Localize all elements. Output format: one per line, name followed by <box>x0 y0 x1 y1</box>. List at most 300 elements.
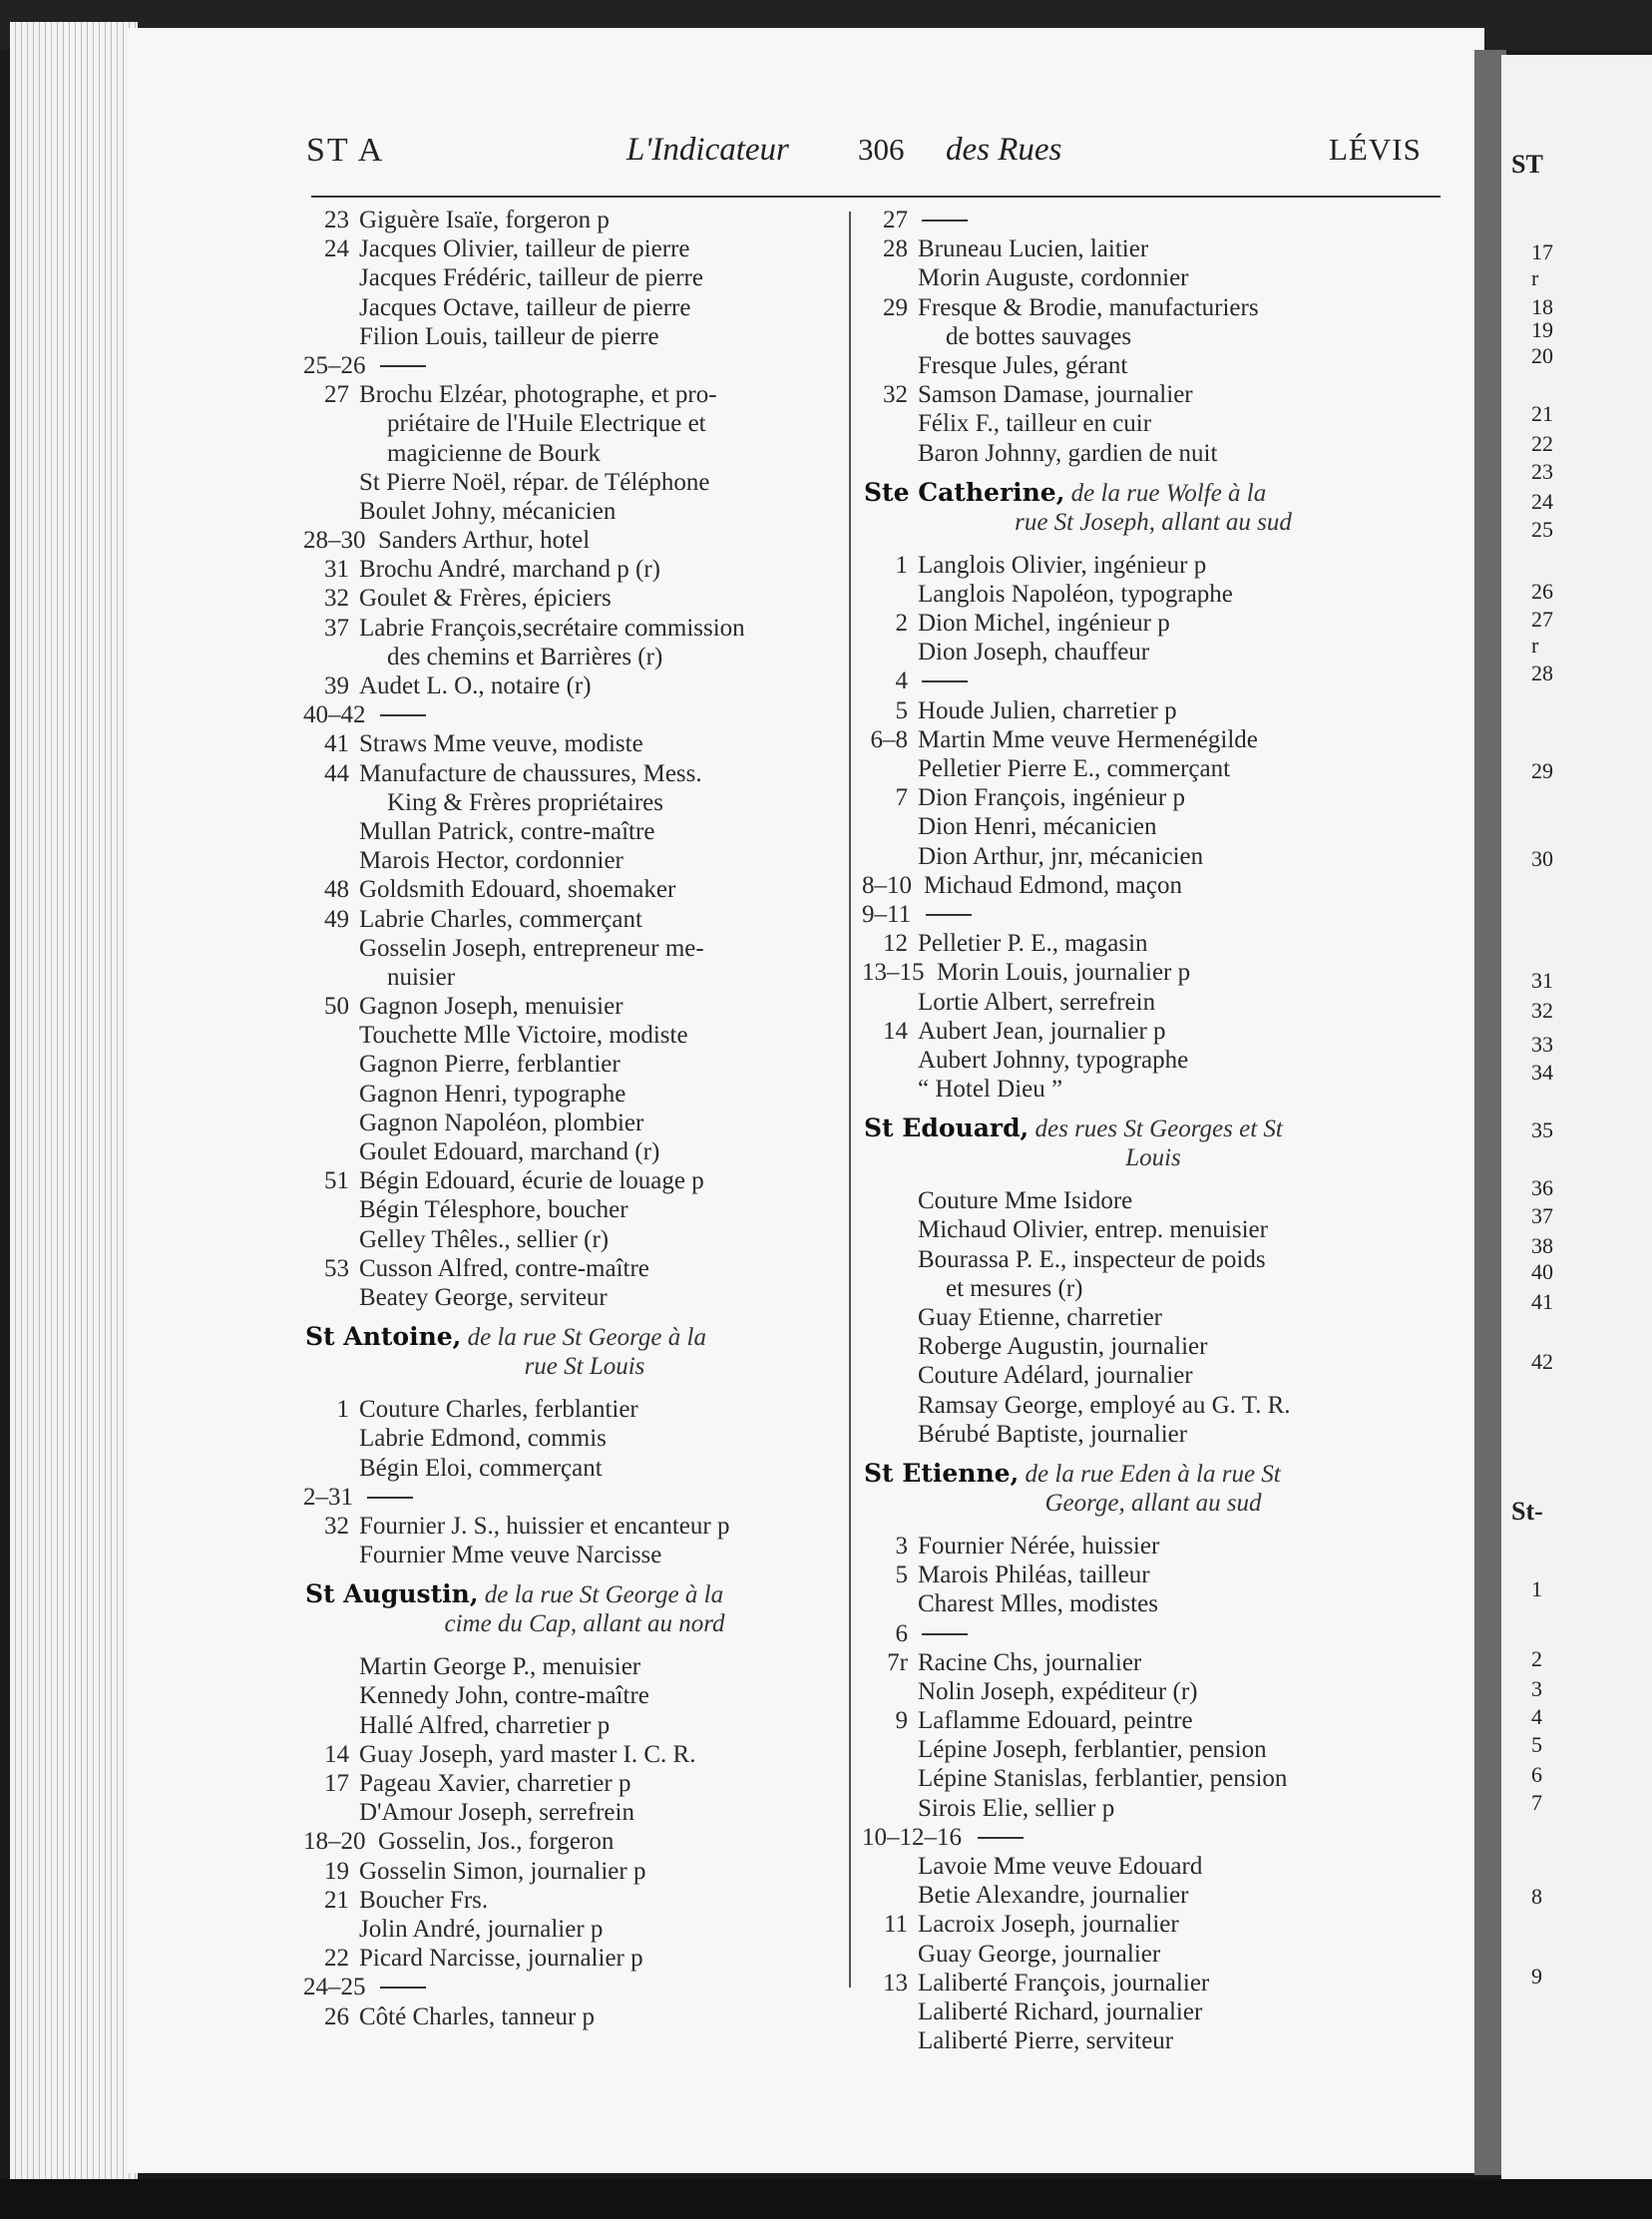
resident-entry: Jacques Octave, tailleur de pierre <box>359 293 691 321</box>
vacant-dash <box>978 1837 1024 1839</box>
directory-entry <box>305 1395 864 1424</box>
directory-entry <box>864 263 1443 292</box>
resident-entry: Langlois Napoléon, typographe <box>918 580 1233 608</box>
resident-entry: Langlois Olivier, ingénieur p <box>918 551 1207 579</box>
resident-entry: Laliberté Richard, journalier <box>918 1997 1203 2025</box>
directory-entry <box>305 380 864 409</box>
facing-page-text: 31 <box>1531 968 1553 993</box>
directory-entry <box>864 696 1443 725</box>
directory-entry <box>305 1886 864 1915</box>
facing-page-text: 9 <box>1531 1964 1542 1989</box>
directory-entry <box>864 1823 1443 1852</box>
directory-entry <box>864 812 1443 841</box>
left-column <box>305 206 864 2031</box>
resident-entry: Charest Mlles, modistes <box>918 1590 1158 1618</box>
directory-entry <box>305 1050 864 1079</box>
directory-entry <box>305 963 864 992</box>
resident-entry: Gosselin, Jos., forgeron <box>378 1828 615 1856</box>
resident-entry: Nolin Joseph, expéditeur (r) <box>918 1677 1198 1705</box>
street-description: de la rue St George à la <box>478 1581 724 1609</box>
street-name: St Edouard, <box>864 1113 1030 1143</box>
house-number: 41 <box>324 730 349 758</box>
directory-entry <box>305 1195 864 1224</box>
directory-entry <box>305 497 864 526</box>
resident-entry: Beatey George, serviteur <box>359 1283 608 1311</box>
resident-entry: Straws Mme veuve, modiste <box>359 730 643 758</box>
resident-entry: Dion Michel, ingénieur p <box>918 610 1170 638</box>
house-number: 31 <box>324 556 349 584</box>
vacant-dash <box>367 1497 413 1499</box>
facing-page-text: 2 <box>1531 1646 1542 1671</box>
resident-entry: et mesures (r) <box>946 1274 1083 1302</box>
directory-entry <box>864 958 1443 987</box>
directory-entry <box>305 1915 864 1944</box>
facing-page-text: 19 <box>1531 317 1553 342</box>
house-number: 32 <box>324 1512 349 1540</box>
house-number: 27 <box>324 381 349 409</box>
directory-entry <box>864 1619 1443 1648</box>
resident-entry: Fresque & Brodie, manufacturiers <box>918 293 1259 321</box>
resident-entry: magicienne de Bourk <box>387 439 601 467</box>
resident-entry: Laliberté Pierre, serviteur <box>918 2027 1174 2055</box>
directory-entry <box>864 1997 1443 2026</box>
directory-entry <box>864 1274 1443 1303</box>
directory-entry <box>305 934 864 963</box>
directory-entry <box>305 1021 864 1050</box>
resident-entry: Labrie Charles, commerçant <box>359 905 642 933</box>
resident-entry: Samson Damase, journalier <box>918 381 1193 409</box>
directory-entry <box>864 666 1443 695</box>
facing-page-text: 30 <box>1531 846 1553 871</box>
vacant-dash <box>380 1987 426 1989</box>
facing-page-text: 32 <box>1531 998 1553 1023</box>
facing-page-text: 20 <box>1531 343 1553 368</box>
house-number: 14 <box>324 1740 349 1768</box>
directory-entry <box>864 842 1443 871</box>
directory-entry <box>864 1303 1443 1332</box>
directory-entry <box>305 322 864 351</box>
house-number: 26 <box>324 2002 349 2030</box>
facing-page-text: r <box>1531 633 1539 658</box>
facing-page-text: ST <box>1511 150 1543 179</box>
resident-entry: Giguère Isaïe, forgeron p <box>359 207 610 233</box>
facing-page-text: 18 <box>1531 294 1553 319</box>
house-number: 49 <box>324 905 349 933</box>
directory-entry <box>305 1424 864 1453</box>
house-number: 29 <box>883 293 908 321</box>
street-name: St Augustin, <box>305 1579 479 1609</box>
book-page-edges <box>10 22 138 2182</box>
directory-entry <box>305 1711 864 1740</box>
resident-entry: Bégin Télesphore, boucher <box>359 1196 628 1224</box>
directory-entry <box>864 380 1443 409</box>
resident-entry: Gelley Thêles., sellier (r) <box>359 1225 610 1253</box>
directory-entry <box>864 2026 1443 2055</box>
house-number: 7 <box>895 784 908 812</box>
resident-entry: Côté Charles, tanneur p <box>359 2002 596 2030</box>
resident-entry: Goulet & Frères, épiciers <box>359 585 612 613</box>
resident-entry: Fresque Jules, gérant <box>918 351 1128 379</box>
resident-entry: de bottes sauvages <box>946 322 1132 350</box>
facing-page-text: 7 <box>1531 1790 1542 1815</box>
resident-entry: Cusson Alfred, contre-maître <box>359 1254 649 1282</box>
resident-entry: Guay George, journalier <box>918 1940 1161 1968</box>
directory-entry <box>305 759 864 788</box>
street-name: St Antoine, <box>305 1322 462 1352</box>
resident-entry: Manufacture de chaussures, Mess. <box>359 759 702 787</box>
street-heading <box>305 1569 864 1652</box>
resident-entry: Kennedy John, contre-maître <box>359 1682 649 1710</box>
vacant-dash <box>922 680 968 682</box>
running-head-subtitle: des Rues <box>946 132 1062 168</box>
directory-entry <box>305 439 864 468</box>
street-description: de la rue St George à la <box>461 1324 706 1352</box>
directory-entry <box>864 206 1443 234</box>
house-number: 1 <box>336 1396 349 1424</box>
running-head-title <box>626 132 789 169</box>
house-number: 17 <box>324 1770 349 1797</box>
house-number: 4 <box>895 667 908 695</box>
directory-entry <box>305 671 864 700</box>
resident-entry: Mullan Patrick, contre-maître <box>359 817 655 845</box>
house-number: 39 <box>324 672 349 699</box>
street-description: de la rue Eden à la rue St <box>1019 1460 1281 1488</box>
directory-entry <box>864 322 1443 351</box>
street-name: Ste Catherine, <box>864 477 1065 507</box>
directory-entry <box>305 992 864 1021</box>
directory-entry <box>305 1225 864 1254</box>
house-number: 24–25 <box>303 1974 366 2001</box>
directory-entry <box>305 293 864 322</box>
resident-entry: Dion Joseph, chauffeur <box>918 639 1150 666</box>
facing-page-text: 36 <box>1531 1175 1553 1200</box>
resident-entry: Lavoie Mme veuve Edouard <box>918 1853 1203 1880</box>
resident-entry: Dion François, ingénieur p <box>918 784 1186 812</box>
directory-entry <box>864 1245 1443 1274</box>
resident-entry: Bégin Edouard, écurie de louage p <box>359 1167 704 1195</box>
directory-entry <box>864 1706 1443 1735</box>
directory-entry <box>864 1764 1443 1793</box>
house-number: 23 <box>324 207 349 233</box>
house-number: 53 <box>324 1254 349 1282</box>
directory-entry <box>864 725 1443 754</box>
facing-page-text: 25 <box>1531 517 1553 542</box>
house-number: 48 <box>324 876 349 904</box>
resident-entry: Filion Louis, tailleur de pierre <box>359 322 659 350</box>
directory-entry <box>864 1735 1443 1764</box>
resident-entry: Couture Mme Isidore <box>918 1187 1133 1215</box>
resident-entry: priétaire de l'Huile Electrique et <box>387 410 706 438</box>
facing-page-text: 40 <box>1531 1259 1553 1284</box>
street-heading <box>864 1449 1443 1532</box>
directory-entry <box>864 1532 1443 1560</box>
directory-entry <box>305 555 864 584</box>
resident-entry: Couture Charles, ferblantier <box>359 1396 638 1424</box>
house-number: 5 <box>895 696 908 724</box>
right-column <box>864 206 1443 2055</box>
facing-page-text: 22 <box>1531 431 1553 456</box>
house-number: 21 <box>324 1886 349 1914</box>
directory-entry <box>864 1215 1443 1244</box>
house-number: 44 <box>324 759 349 787</box>
facing-page-text: 38 <box>1531 1233 1553 1258</box>
directory-entry <box>305 1944 864 1973</box>
resident-entry: King & Frères propriétaires <box>387 788 664 816</box>
house-number: 37 <box>324 614 349 642</box>
resident-entry: Gagnon Napoléon, plombier <box>359 1109 644 1136</box>
house-number: 22 <box>324 1945 349 1973</box>
directory-entry <box>864 638 1443 666</box>
directory-entry <box>305 788 864 817</box>
directory-entry <box>305 729 864 758</box>
directory-entry <box>305 1080 864 1109</box>
facing-page-text: 29 <box>1531 758 1553 783</box>
resident-entry: Houde Julien, charretier p <box>918 696 1177 724</box>
directory-entry <box>864 1940 1443 1969</box>
resident-entry: Marois Hector, cordonnier <box>359 847 623 875</box>
street-description: des rues St Georges et St <box>1029 1115 1283 1143</box>
house-number: 9–11 <box>862 900 912 928</box>
resident-entry: Sanders Arthur, hotel <box>378 527 591 555</box>
directory-entry <box>864 1910 1443 1939</box>
resident-entry: Guay Etienne, charretier <box>918 1304 1163 1331</box>
directory-entry <box>864 1420 1443 1449</box>
house-number: 25–26 <box>303 351 366 379</box>
directory-entry <box>864 929 1443 958</box>
house-number: 28–30 <box>303 527 366 555</box>
directory-entry <box>864 293 1443 322</box>
directory-entry <box>864 1794 1443 1823</box>
resident-entry: Lépine Stanislas, ferblantier, pension <box>918 1765 1288 1793</box>
resident-entry: D'Amour Joseph, serrefrein <box>359 1799 634 1827</box>
resident-entry: Gosselin Simon, journalier p <box>359 1857 646 1885</box>
facing-page-text: 27 <box>1531 607 1553 632</box>
facing-page-text: 21 <box>1531 401 1553 426</box>
directory-entry <box>305 1166 864 1195</box>
directory-entry <box>305 263 864 292</box>
resident-entry: des chemins et Barrières (r) <box>387 643 663 670</box>
directory-entry <box>864 409 1443 438</box>
directory-entry <box>305 1109 864 1137</box>
directory-entry <box>864 1075 1443 1104</box>
directory-entry <box>305 1454 864 1483</box>
resident-entry: Baron Johnny, gardien de nuit <box>918 439 1218 467</box>
facing-page-text: 8 <box>1531 1884 1542 1909</box>
facing-page-text: 4 <box>1531 1704 1542 1729</box>
directory-entry <box>305 1798 864 1827</box>
resident-entry: Picard Narcisse, journalier p <box>359 1945 643 1973</box>
resident-entry: Martin Mme veuve Hermenégilde <box>918 725 1258 753</box>
street-name: St Etienne, <box>864 1458 1020 1488</box>
directory-entry <box>864 439 1443 468</box>
resident-entry: Pelletier Pierre E., commerçant <box>918 755 1231 782</box>
directory-entry <box>305 526 864 555</box>
directory-entry <box>305 817 864 846</box>
directory-entry <box>864 1361 1443 1390</box>
directory-entry <box>305 584 864 613</box>
directory-entry <box>864 754 1443 783</box>
directory-entry <box>305 1541 864 1569</box>
directory-entry <box>305 1827 864 1856</box>
resident-entry: Goldsmith Edouard, shoemaker <box>359 876 676 904</box>
resident-entry: Couture Adélard, journalier <box>918 1362 1193 1390</box>
resident-entry: Labrie François,secrétaire commission <box>359 614 745 642</box>
facing-page-text: 24 <box>1531 489 1553 514</box>
house-number: 7r <box>887 1648 908 1676</box>
directory-entry <box>864 234 1443 263</box>
directory-entry <box>864 1017 1443 1046</box>
directory-entry <box>305 1137 864 1166</box>
house-number: 13 <box>883 1969 908 1997</box>
resident-entry: Betie Alexandre, journalier <box>918 1882 1189 1910</box>
house-number: 12 <box>883 930 908 958</box>
resident-entry: Sirois Elie, sellier p <box>918 1794 1115 1822</box>
resident-entry: Marois Philéas, tailleur <box>918 1561 1150 1589</box>
directory-entry <box>864 1648 1443 1677</box>
resident-entry: Goulet Edouard, marchand (r) <box>359 1138 660 1165</box>
house-number: 18–20 <box>303 1828 366 1856</box>
house-number: 6–8 <box>870 725 908 753</box>
resident-entry: Racine Chs, journalier <box>918 1648 1142 1676</box>
running-head-left: ST A <box>306 132 385 169</box>
resident-entry: Laliberté François, journalier <box>918 1969 1210 1997</box>
facing-page-text: 6 <box>1531 1762 1542 1787</box>
resident-entry: Lépine Joseph, ferblantier, pension <box>918 1736 1267 1764</box>
header-rule <box>311 196 1441 198</box>
vacant-dash <box>380 365 426 367</box>
vacant-dash <box>380 714 426 716</box>
resident-entry: Lacroix Joseph, journalier <box>918 1911 1179 1939</box>
resident-entry: Hallé Alfred, charretier p <box>359 1711 611 1739</box>
resident-entry: Touchette Mlle Victoire, modiste <box>359 1022 688 1050</box>
resident-entry: Audet L. O., notaire (r) <box>359 672 592 699</box>
house-number: 6 <box>895 1619 908 1647</box>
directory-entry <box>305 614 864 643</box>
house-number: 32 <box>324 585 349 613</box>
directory-entry <box>305 1857 864 1886</box>
house-number: 5 <box>895 1561 908 1589</box>
resident-entry: Gagnon Joseph, menuisier <box>359 993 623 1021</box>
directory-entry <box>305 700 864 729</box>
facing-page-text: r <box>1531 265 1539 290</box>
resident-entry: Gosselin Joseph, entrepreneur me- <box>359 934 704 962</box>
directory-entry <box>864 1391 1443 1420</box>
scan-background-bottom <box>0 2179 1652 2219</box>
directory-entry <box>305 2002 864 2031</box>
street-description-line-2: cime du Cap, allant au nord <box>444 1610 725 1638</box>
resident-entry: Brochu Elzéar, photographe, et pro- <box>359 381 717 409</box>
street-heading <box>864 1104 1443 1186</box>
resident-entry: Aubert Jean, journalier p <box>918 1017 1166 1045</box>
resident-entry: Dion Arthur, jnr, mécanicien <box>918 842 1204 870</box>
resident-entry: Pageau Xavier, charretier p <box>359 1770 631 1797</box>
house-number: 51 <box>324 1167 349 1195</box>
resident-entry: Fournier J. S., huissier et encanteur p <box>359 1512 730 1540</box>
street-description-line-2: Louis <box>1125 1144 1181 1172</box>
directory-entry <box>864 783 1443 812</box>
house-number: 32 <box>883 381 908 409</box>
directory-entry <box>305 1769 864 1798</box>
resident-entry: Boulet Johny, mécanicien <box>359 497 617 525</box>
house-number: 1 <box>895 551 908 579</box>
publication-title: L'Indicateur <box>626 132 789 168</box>
directory-entry <box>305 468 864 497</box>
vacant-dash <box>922 1633 968 1635</box>
running-head-right: LÉVIS <box>1329 132 1422 167</box>
resident-entry: Félix F., tailleur en cuir <box>918 410 1152 438</box>
directory-entry <box>305 1254 864 1283</box>
resident-entry: Michaud Olivier, entrep. menuisier <box>918 1216 1268 1244</box>
resident-entry: Brochu André, marchand p (r) <box>359 556 660 584</box>
directory-entry <box>864 351 1443 380</box>
facing-page-text: 35 <box>1531 1117 1553 1142</box>
directory-entry <box>305 1652 864 1681</box>
facing-page-text: 3 <box>1531 1676 1542 1701</box>
facing-page-text: 1 <box>1531 1576 1542 1601</box>
directory-entry <box>305 643 864 671</box>
directory-entry <box>864 900 1443 929</box>
house-number: 2 <box>895 610 908 638</box>
resident-entry: Fournier Mme veuve Narcisse <box>359 1542 662 1569</box>
vacant-dash <box>926 914 972 916</box>
directory-entry <box>305 875 864 904</box>
directory-entry <box>864 1332 1443 1361</box>
house-number: 11 <box>883 1911 908 1939</box>
facing-page-text: 37 <box>1531 1203 1553 1228</box>
directory-entry <box>305 234 864 263</box>
facing-page-text: 23 <box>1531 459 1553 484</box>
street-description-line-2: George, allant au sud <box>1044 1489 1262 1517</box>
resident-entry: Gagnon Pierre, ferblantier <box>359 1051 620 1079</box>
street-description-line-2: rue St Joseph, allant au sud <box>1015 508 1292 536</box>
house-number: 28 <box>883 235 908 263</box>
directory-entry <box>864 580 1443 609</box>
directory-entry <box>305 1740 864 1769</box>
house-number: 9 <box>895 1707 908 1735</box>
facing-page-text: 42 <box>1531 1349 1553 1374</box>
house-number: 24 <box>324 235 349 263</box>
facing-page-text: 17 <box>1531 239 1553 264</box>
facing-page-text: 26 <box>1531 579 1553 604</box>
house-number: 10–12–16 <box>862 1823 962 1851</box>
directory-entry <box>864 1589 1443 1618</box>
directory-entry <box>864 871 1443 900</box>
street-heading <box>305 1312 864 1395</box>
directory-entry <box>864 551 1443 580</box>
facing-page-text: 33 <box>1531 1032 1553 1057</box>
house-number: 27 <box>883 207 908 233</box>
house-number: 8–10 <box>862 871 912 899</box>
directory-entry <box>305 905 864 934</box>
vacant-dash <box>922 220 968 222</box>
resident-entry: Michaud Edmond, maçon <box>924 871 1182 899</box>
resident-entry: Gagnon Henri, typographe <box>359 1080 626 1108</box>
resident-entry: Bruneau Lucien, laitier <box>918 235 1149 263</box>
directory-entry <box>864 1881 1443 1910</box>
directory-entry <box>864 1852 1443 1881</box>
house-number: 2–31 <box>303 1483 353 1511</box>
resident-entry: Jacques Olivier, tailleur de pierre <box>359 235 690 263</box>
directory-entry <box>864 988 1443 1017</box>
directory-entry <box>305 1973 864 2001</box>
house-number: 13–15 <box>862 959 925 987</box>
facing-page-text: St- <box>1511 1497 1543 1526</box>
directory-entry <box>864 1677 1443 1706</box>
facing-page-text: 41 <box>1531 1289 1553 1314</box>
facing-page-text: 5 <box>1531 1732 1542 1757</box>
directory-entry <box>305 1681 864 1710</box>
resident-entry: Bourassa P. E., inspecteur de poids <box>918 1245 1266 1273</box>
